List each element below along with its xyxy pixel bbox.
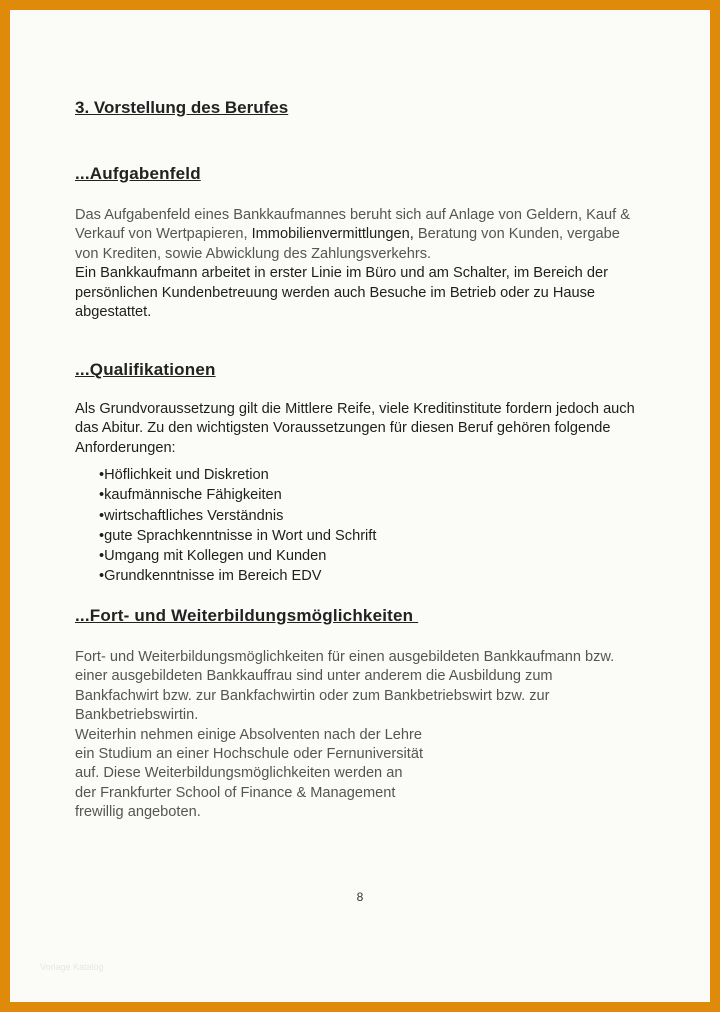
aufgabenfeld-text — [75, 206, 645, 322]
aufgabenfeld-highlight: Immobilienvermittlungen, — [247, 226, 414, 243]
section-title-weiterbildung: ...Fort- und Weiterbildungsmöglichkeiten — [75, 606, 419, 625]
weiterbildung-line: ein Studium an einer Hochschule oder Fernuniversität — [75, 746, 424, 763]
requirements-list — [99, 465, 376, 587]
list-item: • Grundkenntnisse im Bereich EDV — [99, 566, 376, 586]
aufgabenfeld-paragraph-2: Ein Bankkaufmann arbeitet in erster Linie im Büro und am Schalter, im Bereich der persönlichen Kundenbetreuung werden auch Besuche im Betrieb oder zu Hause abgestattet. — [75, 265, 608, 321]
weiterbildung-paragraph-1: Fort- und Weiterbildungsmöglichkeiten für einen ausgebildeten Bankkaufmann bzw. einer ausgebildeten Bankkauffrau sind unter anderem die Ausbildung zum Bankfachwirt bzw. zur Bankfachwirtin oder zum Bankbetriebswirt bzw. zur Bankbetriebswirtin. — [75, 649, 615, 724]
aufgabenfeld-sentence-2: Beratung von Kunden, vergabe von Krediten, sowie Abwicklung des Zahlungsverkehrs. — [75, 226, 620, 262]
watermark: Vorlage Katalog — [40, 962, 104, 972]
list-item: • wirtschaftliches Verständnis — [99, 506, 376, 526]
list-item: • Höflichkeit und Diskretion — [99, 465, 376, 485]
aufgabenfeld-sentence-1: Das Aufgabenfeld eines Bankkaufmannes beruht sich auf Anlage von Geldern, Kauf & Verkauf von Wertpapieren, — [75, 207, 630, 243]
weiterbildung-line: Weiterhin nehmen einige Absolventen nach der Lehre — [75, 726, 422, 743]
weiterbildung-line: auf. Diese Weiterbildungsmöglichkeiten werden an — [75, 765, 403, 782]
section-title-qualifikationen: ...Qualifikationen — [75, 360, 216, 379]
list-item: • Umgang mit Kollegen und Kunden — [99, 546, 376, 566]
section-title-aufgabenfeld: ...Aufgabenfeld — [75, 164, 201, 183]
weiterbildung-line: frewillig angeboten. — [75, 804, 201, 821]
list-item: • kaufmännische Fähigkeiten — [99, 485, 376, 505]
page-heading: 3. Vorstellung des Berufes — [75, 98, 289, 117]
weiterbildung-text — [75, 648, 635, 823]
list-item: • gute Sprachkenntnisse in Wort und Schrift — [99, 526, 376, 546]
document-page — [10, 10, 710, 1002]
qualifikationen-text: Als Grundvoraussetzung gilt die Mittlere Reife, viele Kreditinstitute fordern jedoch auch das Abitur. Zu den wichtigsten Voraussetzungen für diesen Beruf gehören folgende Anforderungen: — [75, 401, 635, 456]
page-number: 8 — [356, 890, 364, 904]
weiterbildung-line: der Frankfurter School of Finance & Management — [75, 784, 396, 801]
